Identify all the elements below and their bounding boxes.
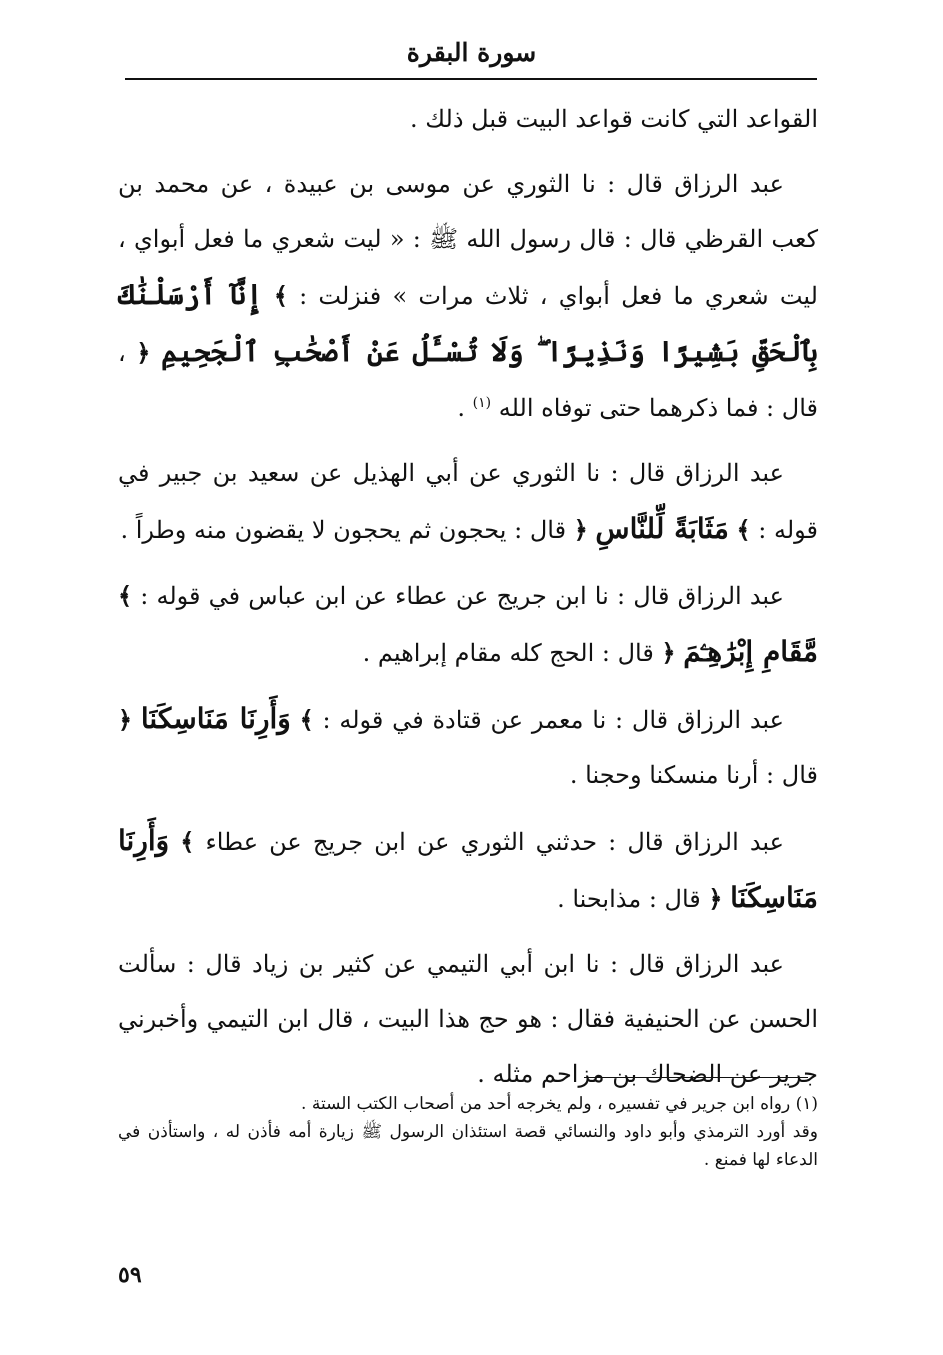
- paragraph-3: [118, 446, 818, 558]
- paragraph-1: [118, 92, 818, 147]
- paragraph-text: عبد الرزاق قال : نا الثوري عن أبي الهذيل عن سعيد بن جبير في قوله :: [118, 459, 818, 544]
- paragraph-text: عبد الرزاق قال : نا ابن جريج عن عطاء عن ابن عباس في قوله :: [140, 582, 784, 610]
- page-title: سورة البقرة: [406, 38, 537, 67]
- paragraph-text: قال : أرنا منسكنا وحجنا .: [569, 761, 818, 789]
- paragraph-text: عبد الرزاق قال : نا معمر عن قتادة في قوله :: [322, 706, 784, 734]
- paragraph-text: القواعد التي كانت قواعد البيت قبل ذلك .: [410, 105, 818, 133]
- paragraph-text: قال : يحجون ثم يحجون لا يقضون منه وطراً .: [120, 516, 567, 544]
- footnotes: [118, 1090, 818, 1174]
- quran-open-brace: ﴾: [736, 515, 751, 544]
- paragraph-6: [118, 813, 818, 927]
- footnote-divider: [584, 1077, 808, 1078]
- paragraph-text: عبد الرزاق قال : نا الثوري عن موسى بن عبيدة ، عن محمد بن كعب القرظي قال : قال رسول الله ﷺ : « ليت شعري ما فعل أبواي ، ليت شعري ما فعل أبواي ، ثلاث مرات » فنزلت :: [118, 170, 818, 310]
- paragraph-text: عبد الرزاق قال : نا ابن أبي التيمي عن كثير بن زياد قال : سألت الحسن عن الحنيفية فقال : هو حج هذا البيت ، قال ابن التيمي وأخبرني جرير عن الضحاك بن مزاحم مثله .: [118, 950, 818, 1088]
- paragraph-4: [118, 568, 818, 681]
- quran-verse: وَأَرِنَا مَنَاسِكَنَا: [140, 702, 291, 735]
- quran-close-brace: ﴿: [136, 338, 151, 367]
- paragraph-end: .: [457, 394, 465, 422]
- quran-close-brace: ﴿: [661, 638, 676, 667]
- paragraph-5: [118, 691, 818, 803]
- quran-verse: مَّقَامِ إِبْرَٰهِـۧمَ: [683, 635, 818, 668]
- main-text: [118, 92, 818, 1112]
- page-number: ٥٩: [118, 1262, 142, 1288]
- quran-open-brace: ﴾: [118, 581, 133, 610]
- paragraph-2: [118, 157, 818, 436]
- paragraph-text: قال : مذابحنا .: [557, 885, 701, 913]
- paragraph-text: ، قال : فما ذكرهما حتى توفاه الله: [118, 339, 818, 422]
- quran-close-brace: ﴿: [118, 705, 133, 734]
- footnote-1-continued: وقد أورد الترمذي وأبو داود والنسائي قصة استئذان الرسول ﷺ زيارة أمه فأذن له ، واستأذن في الدعاء لها فمنع .: [118, 1122, 818, 1170]
- quran-open-brace: ﴾: [299, 705, 314, 734]
- quran-open-brace: ﴾: [273, 281, 288, 310]
- quran-verse: مَثَابَةً لِّلنَّاسِ: [595, 512, 729, 545]
- footnote-1: (١) رواه ابن جرير في تفسيره ، ولم يخرجه أحد من أصحاب الكتب الستة .: [301, 1094, 818, 1114]
- quran-close-brace: ﴿: [708, 884, 723, 913]
- quran-verse: وَأَرِنَا مَنَاسِكَنَا: [118, 824, 818, 914]
- footnote-reference: (١): [472, 395, 492, 411]
- header-divider: [125, 78, 817, 80]
- quran-open-brace: ﴾: [180, 827, 195, 856]
- quran-close-brace: ﴿: [573, 515, 588, 544]
- paragraph-text: قال : الحج كله مقام إبراهيم .: [362, 639, 654, 667]
- paragraph-text: عبد الرزاق قال : حدثني الثوري عن ابن جريج عن عطاء: [205, 828, 784, 856]
- quran-verse: إِنَّآ أَرْسَلْنَٰكَ بِٱلْحَقِّ بَشِيرًا وَنَذِيرًا ۖ وَلَا تُسْـَٔلُ عَنْ أَصْحَٰبِ ٱلْجَحِيمِ: [118, 278, 818, 368]
